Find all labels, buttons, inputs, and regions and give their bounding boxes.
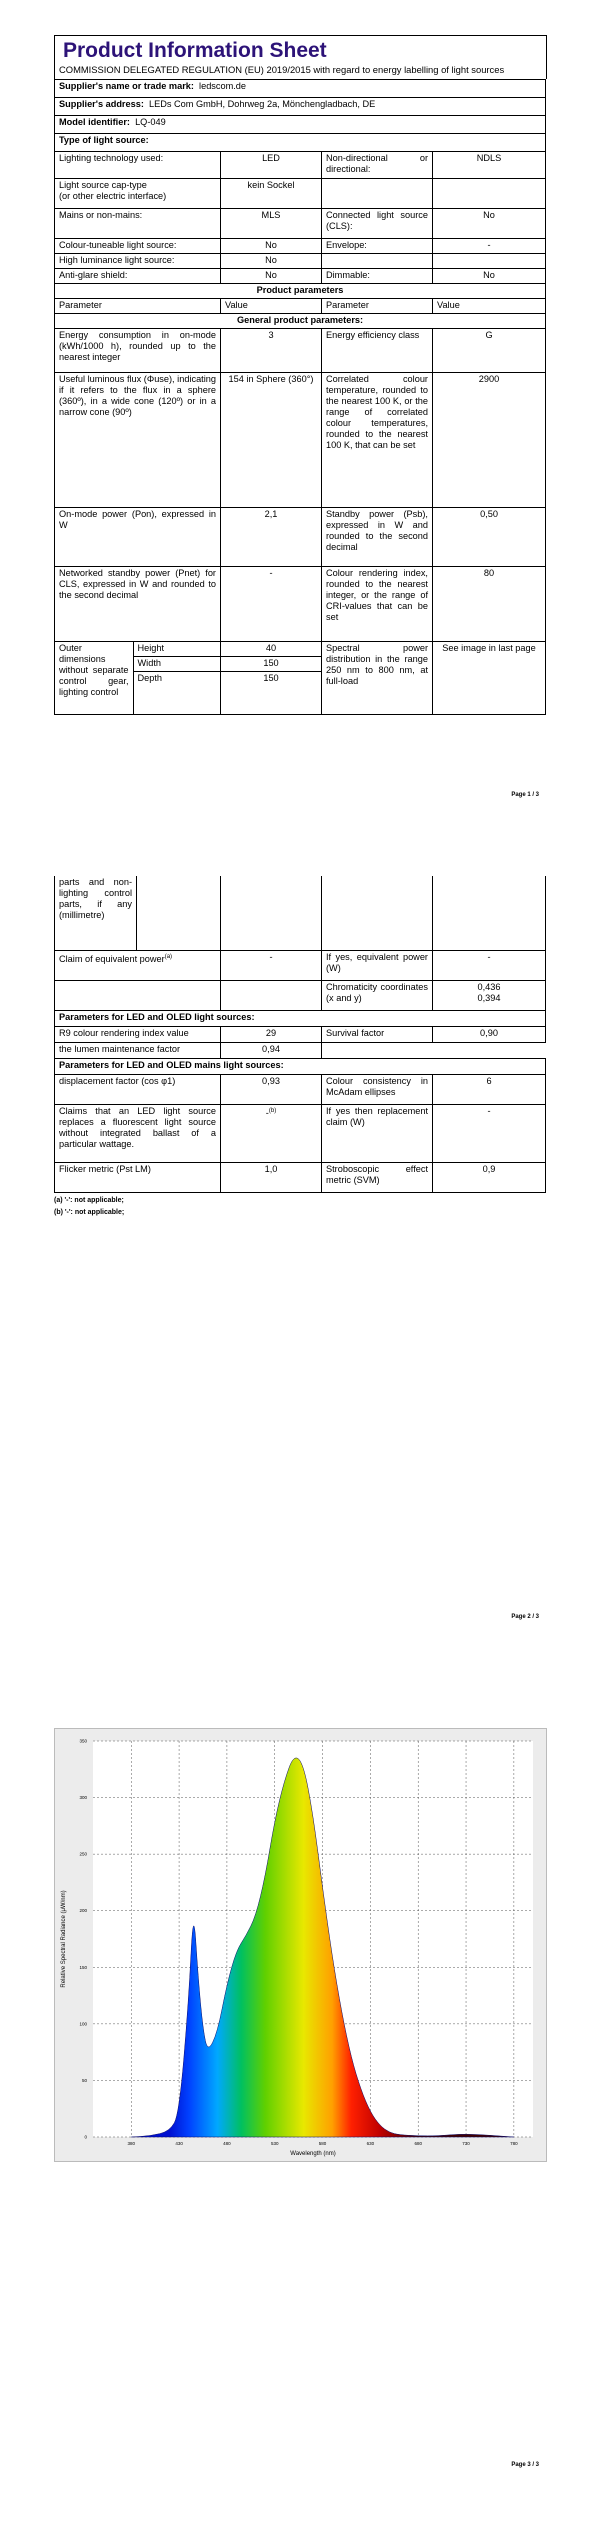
width-value: 150 — [221, 656, 321, 671]
type-value: kein Sockel — [221, 179, 322, 209]
footnote-a: (a) '-': not applicable; — [54, 1196, 124, 1204]
mains-parameters-heading: Parameters for LED and OLED mains light sources: — [55, 1058, 546, 1074]
depth-value: 150 — [221, 672, 321, 715]
chromaticity-value: 0,436 0,394 — [433, 980, 546, 1010]
x-tick-label: 380 — [127, 2141, 136, 2146]
type-value: No — [221, 269, 322, 284]
r9-value: 29 — [221, 1026, 322, 1042]
x-axis-label: Wavelength (nm) — [290, 2151, 336, 2157]
replacement-value: - — [433, 1104, 546, 1162]
param-label: On-mode power (Pon), expressed in W — [55, 508, 221, 567]
type-value: No — [221, 239, 322, 254]
type-label: Anti-glare shield: — [55, 269, 221, 284]
y-tick-label: 150 — [79, 1964, 87, 1970]
height-label: Height — [133, 642, 220, 656]
x-tick-label: 680 — [414, 2141, 422, 2146]
type-value — [433, 254, 546, 269]
type-label: Dimmable: — [322, 269, 433, 284]
dimensions-cell — [55, 642, 221, 715]
info-table-continued — [54, 876, 546, 1193]
survival-value: 0,90 — [433, 1026, 546, 1042]
colour-consistency-label: Colour consistency in McAdam ellipses — [322, 1074, 433, 1104]
x-tick-label: 730 — [462, 2141, 470, 2146]
x-tick-label: 780 — [510, 2141, 518, 2146]
type-value: No — [433, 269, 546, 284]
spd-label: Spectral power distribution in the range 250 nm to 800 nm, at full-load — [322, 642, 433, 715]
type-value: No — [433, 209, 546, 239]
type-label: Mains or non-mains: — [55, 209, 221, 239]
supplier-address-value: LEDs Com GmbH, Dohrweg 2a, Mönchengladbach, DE — [149, 99, 376, 109]
type-label: Lighting technology used: — [55, 152, 221, 179]
dimensions-empty — [137, 876, 221, 950]
lumen-maintenance-value: 0,94 — [221, 1042, 322, 1058]
flicker-value: 1,0 — [221, 1162, 322, 1192]
replacement-footnote-ref: (b) — [268, 1107, 277, 1114]
displacement-label: displacement factor (cos φ1) — [55, 1074, 221, 1104]
param-label: Colour rendering index, rounded to the nearest integer, or the range of CRI-values that can be set — [322, 567, 433, 642]
x-tick-label: 530 — [270, 2141, 279, 2146]
information-sheet-continued — [54, 876, 545, 1219]
info-table — [54, 79, 546, 715]
y-axis-label: Relative Spectral Radiance (μW/nm) — [61, 1890, 67, 1988]
type-label: Light source cap-type (or other electric interface) — [55, 179, 221, 209]
chromaticity-label: Chromaticity coordinates (x and y) — [322, 980, 433, 1010]
type-heading: Type of light source: — [55, 134, 546, 152]
param-value: 3 — [221, 329, 322, 373]
model-label: Model identifier: — [59, 117, 130, 127]
supplier-name-value: ledscom.de — [199, 81, 247, 91]
param-value: 2,1 — [221, 508, 322, 567]
x-tick-label: 480 — [223, 2141, 231, 2146]
type-label: Non-directional or directional: — [322, 152, 433, 179]
height-value: 40 — [221, 642, 321, 656]
width-label: Width — [133, 656, 220, 671]
page-number: Page 2 / 3 — [511, 1614, 539, 1620]
dimensions-subtable — [55, 642, 220, 714]
type-value — [433, 179, 546, 209]
supplier-address-row — [55, 98, 546, 116]
type-label: Colour-tuneable light source: — [55, 239, 221, 254]
empty-cell — [322, 1042, 546, 1058]
column-header-parameter: Parameter — [55, 299, 221, 314]
lumen-maintenance-label: the lumen maintenance factor — [55, 1042, 221, 1058]
dimensions-empty — [322, 876, 433, 950]
product-parameters-heading: Product parameters — [55, 284, 546, 299]
dimensions-values-cell — [221, 642, 322, 715]
model-value: LQ-049 — [135, 117, 166, 127]
page-2 — [0, 836, 595, 1678]
dimensions-label-continued: parts and non-lighting control parts, if any (millimetre) — [55, 876, 137, 950]
replacement-claim-label: Claims that an LED light source replaces a fluorescent light source without integrated ballast of a particular wattage. — [55, 1104, 221, 1162]
depth-label: Depth — [133, 672, 220, 715]
r9-label: R9 colour rendering index value — [55, 1026, 221, 1042]
param-value: G — [433, 329, 546, 373]
supplier-address-label: Supplier's address: — [59, 99, 144, 109]
param-label: Standby power (Psb), expressed in W and rounded to the second decimal — [322, 508, 433, 567]
title-box — [54, 35, 547, 79]
spd-value: See image in last page — [433, 642, 546, 715]
y-tick-label: 50 — [81, 2077, 87, 2083]
type-label: Connected light source (CLS): — [322, 209, 433, 239]
equiv-power-claim-value: - — [221, 950, 322, 980]
param-value: 0,50 — [433, 508, 546, 567]
type-value: No — [221, 254, 322, 269]
param-value: 2900 — [433, 373, 546, 508]
page-1 — [0, 0, 595, 836]
param-value: 154 in Sphere (360°) — [221, 373, 322, 508]
type-label: Envelope: — [322, 239, 433, 254]
regulation-text: COMMISSION DELEGATED REGULATION (EU) 2019/2015 with regard to energy labelling of light sources — [59, 64, 505, 75]
y-tick-label: 250 — [79, 1851, 87, 1857]
page-3 — [0, 1678, 595, 2526]
column-header-parameter: Parameter — [322, 299, 433, 314]
replacement-label: If yes then replacement claim (W) — [322, 1104, 433, 1162]
general-parameters-heading: General product parameters: — [55, 314, 546, 329]
y-tick-label: 350 — [79, 1738, 87, 1744]
supplier-name-label: Supplier's name or trade mark: — [59, 81, 194, 91]
x-tick-label: 630 — [366, 2141, 375, 2146]
spectrum-chart-frame — [54, 1728, 547, 2162]
model-row — [55, 116, 546, 134]
replacement-claim-value — [221, 1104, 322, 1162]
page-number: Page 3 / 3 — [511, 2462, 539, 2468]
equiv-power-value: - — [433, 950, 546, 980]
equiv-power-claim-label — [55, 950, 221, 980]
y-tick-label: 200 — [79, 1908, 87, 1914]
page-number: Page 1 / 3 — [511, 792, 539, 798]
param-value: - — [221, 567, 322, 642]
equiv-footnote-ref: (a) — [164, 953, 173, 960]
param-label: Energy consumption in on-mode (kWh/1000 h), rounded up to the nearest integer — [55, 329, 221, 373]
footnote-b: (b) '-': not applicable; — [54, 1208, 125, 1216]
column-header-value: Value — [221, 299, 322, 314]
replacement-claim-dash: - — [265, 1107, 269, 1118]
dimensions-empty — [433, 876, 546, 950]
type-label — [322, 179, 433, 209]
equiv-label-text: Claim of equivalent power — [59, 953, 165, 964]
spectrum-chart — [55, 1729, 546, 2161]
stroboscopic-label: Stroboscopic effect metric (SVM) — [322, 1162, 433, 1192]
x-tick-label: 430 — [175, 2141, 183, 2146]
param-label: Energy efficiency class — [322, 329, 433, 373]
param-value: 80 — [433, 567, 546, 642]
stroboscopic-value: 0,9 — [433, 1162, 546, 1192]
type-label: High luminance light source: — [55, 254, 221, 269]
param-label: Useful luminous flux (Φuse), indicating if it refers to the flux in a sphere (360º), in a wide cone (120º) or in a narrow cone (90º) — [55, 373, 221, 508]
colour-consistency-value: 6 — [433, 1074, 546, 1104]
y-tick-label: 100 — [79, 2021, 87, 2027]
dimensions-label: Outer dimensions without separate control gear, lighting control — [55, 642, 133, 714]
displacement-value: 0,93 — [221, 1074, 322, 1104]
empty-cell — [55, 980, 221, 1010]
page-title: Product Information Sheet — [63, 39, 327, 62]
type-value: NDLS — [433, 152, 546, 179]
y-tick-label: 0 — [84, 2134, 87, 2140]
flicker-label: Flicker metric (Pst LM) — [55, 1162, 221, 1192]
type-value: LED — [221, 152, 322, 179]
param-label: Networked standby power (Pnet) for CLS, expressed in W and rounded to the second decimal — [55, 567, 221, 642]
column-header-value: Value — [433, 299, 546, 314]
type-value: MLS — [221, 209, 322, 239]
type-value: - — [433, 239, 546, 254]
empty-cell — [221, 980, 322, 1010]
x-tick-label: 580 — [318, 2141, 327, 2146]
survival-label: Survival factor — [322, 1026, 433, 1042]
param-label: Correlated colour temperature, rounded to the nearest 100 K, or the range of correlated colour temperatures, rounded to the nearest 100 K, that can be set — [322, 373, 433, 508]
information-sheet — [54, 35, 545, 715]
led-parameters-heading: Parameters for LED and OLED light sources: — [55, 1010, 546, 1026]
supplier-name-row — [55, 80, 546, 98]
y-tick-label: 300 — [79, 1795, 87, 1801]
equiv-power-label: If yes, equivalent power (W) — [322, 950, 433, 980]
type-label — [322, 254, 433, 269]
footnotes — [54, 1195, 545, 1219]
dimensions-empty — [221, 876, 322, 950]
dimensions-values — [221, 642, 321, 714]
